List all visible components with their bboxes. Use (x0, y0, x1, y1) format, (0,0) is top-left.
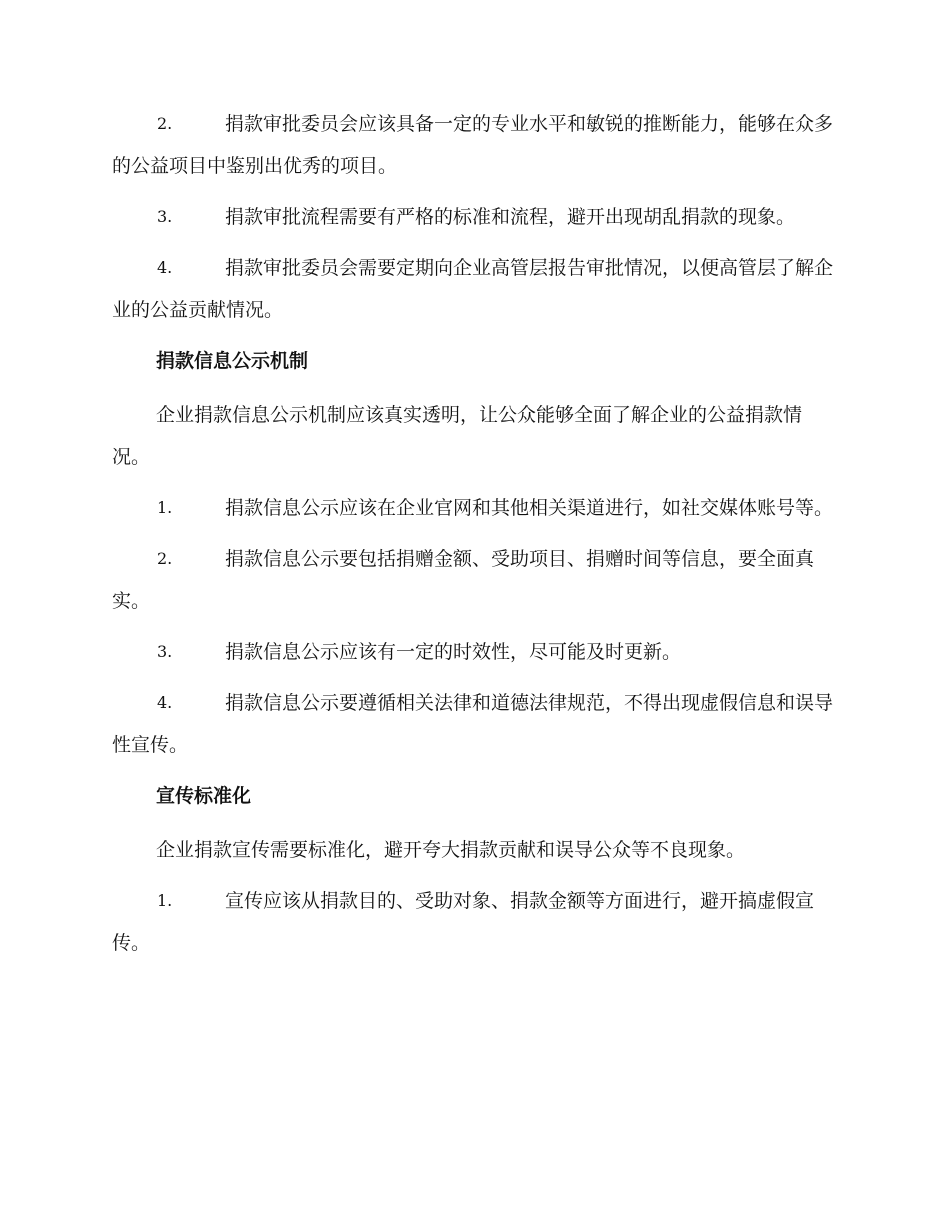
list-number: 3. (157, 642, 173, 661)
list-number: 3. (157, 207, 173, 226)
document-body (112, 103, 834, 973)
list-text: 宣传应该从捐款目的、受助对象、捐款金额等方面进行，避开搞虚假宣传。 (112, 890, 815, 954)
paragraph: 企业捐款信息公示机制应该真实透明，让公众能够全面了解企业的公益捐款情况。 (112, 404, 803, 468)
list-item (112, 103, 834, 187)
list-item (112, 196, 834, 238)
list-item (112, 247, 834, 331)
paragraph: 企业捐款宣传需要标准化，避开夸大捐款贡献和误导公众等不良现象。 (156, 839, 746, 861)
list-number: 4. (157, 258, 173, 277)
section-heading: 捐款信息公示机制 (156, 350, 309, 372)
section-heading: 宣传标准化 (156, 785, 252, 807)
list-text: 捐款审批委员会应该具备一定的专业水平和敏锐的推断能力，能够在众多的公益项目中鉴别出优秀的项目。 (112, 113, 834, 177)
list-text: 捐款信息公示应该有一定的时效性，尽可能及时更新。 (225, 641, 682, 663)
list-item (112, 538, 834, 622)
list-number: 1. (157, 498, 173, 517)
list-number: 2. (157, 114, 173, 133)
list-text: 捐款审批流程需要有严格的标准和流程，避开出现胡乱捐款的现象。 (225, 206, 796, 228)
list-item (112, 487, 834, 529)
list-item (112, 631, 834, 673)
list-number: 4. (157, 693, 173, 712)
list-text: 捐款信息公示应该在企业官网和其他相关渠道进行，如社交媒体账号等。 (225, 497, 834, 519)
list-item (112, 682, 834, 766)
list-item (112, 880, 834, 964)
list-number: 1. (157, 891, 173, 910)
list-text: 捐款信息公示要包括捐赠金额、受助项目、捐赠时间等信息，要全面真实。 (112, 548, 815, 612)
list-number: 2. (157, 549, 173, 568)
list-text: 捐款信息公示要遵循相关法律和道德法律规范，不得出现虚假信息和误导性宣传。 (112, 692, 834, 756)
list-text: 捐款审批委员会需要定期向企业高管层报告审批情况，以便高管层了解企业的公益贡献情况。 (112, 257, 834, 321)
